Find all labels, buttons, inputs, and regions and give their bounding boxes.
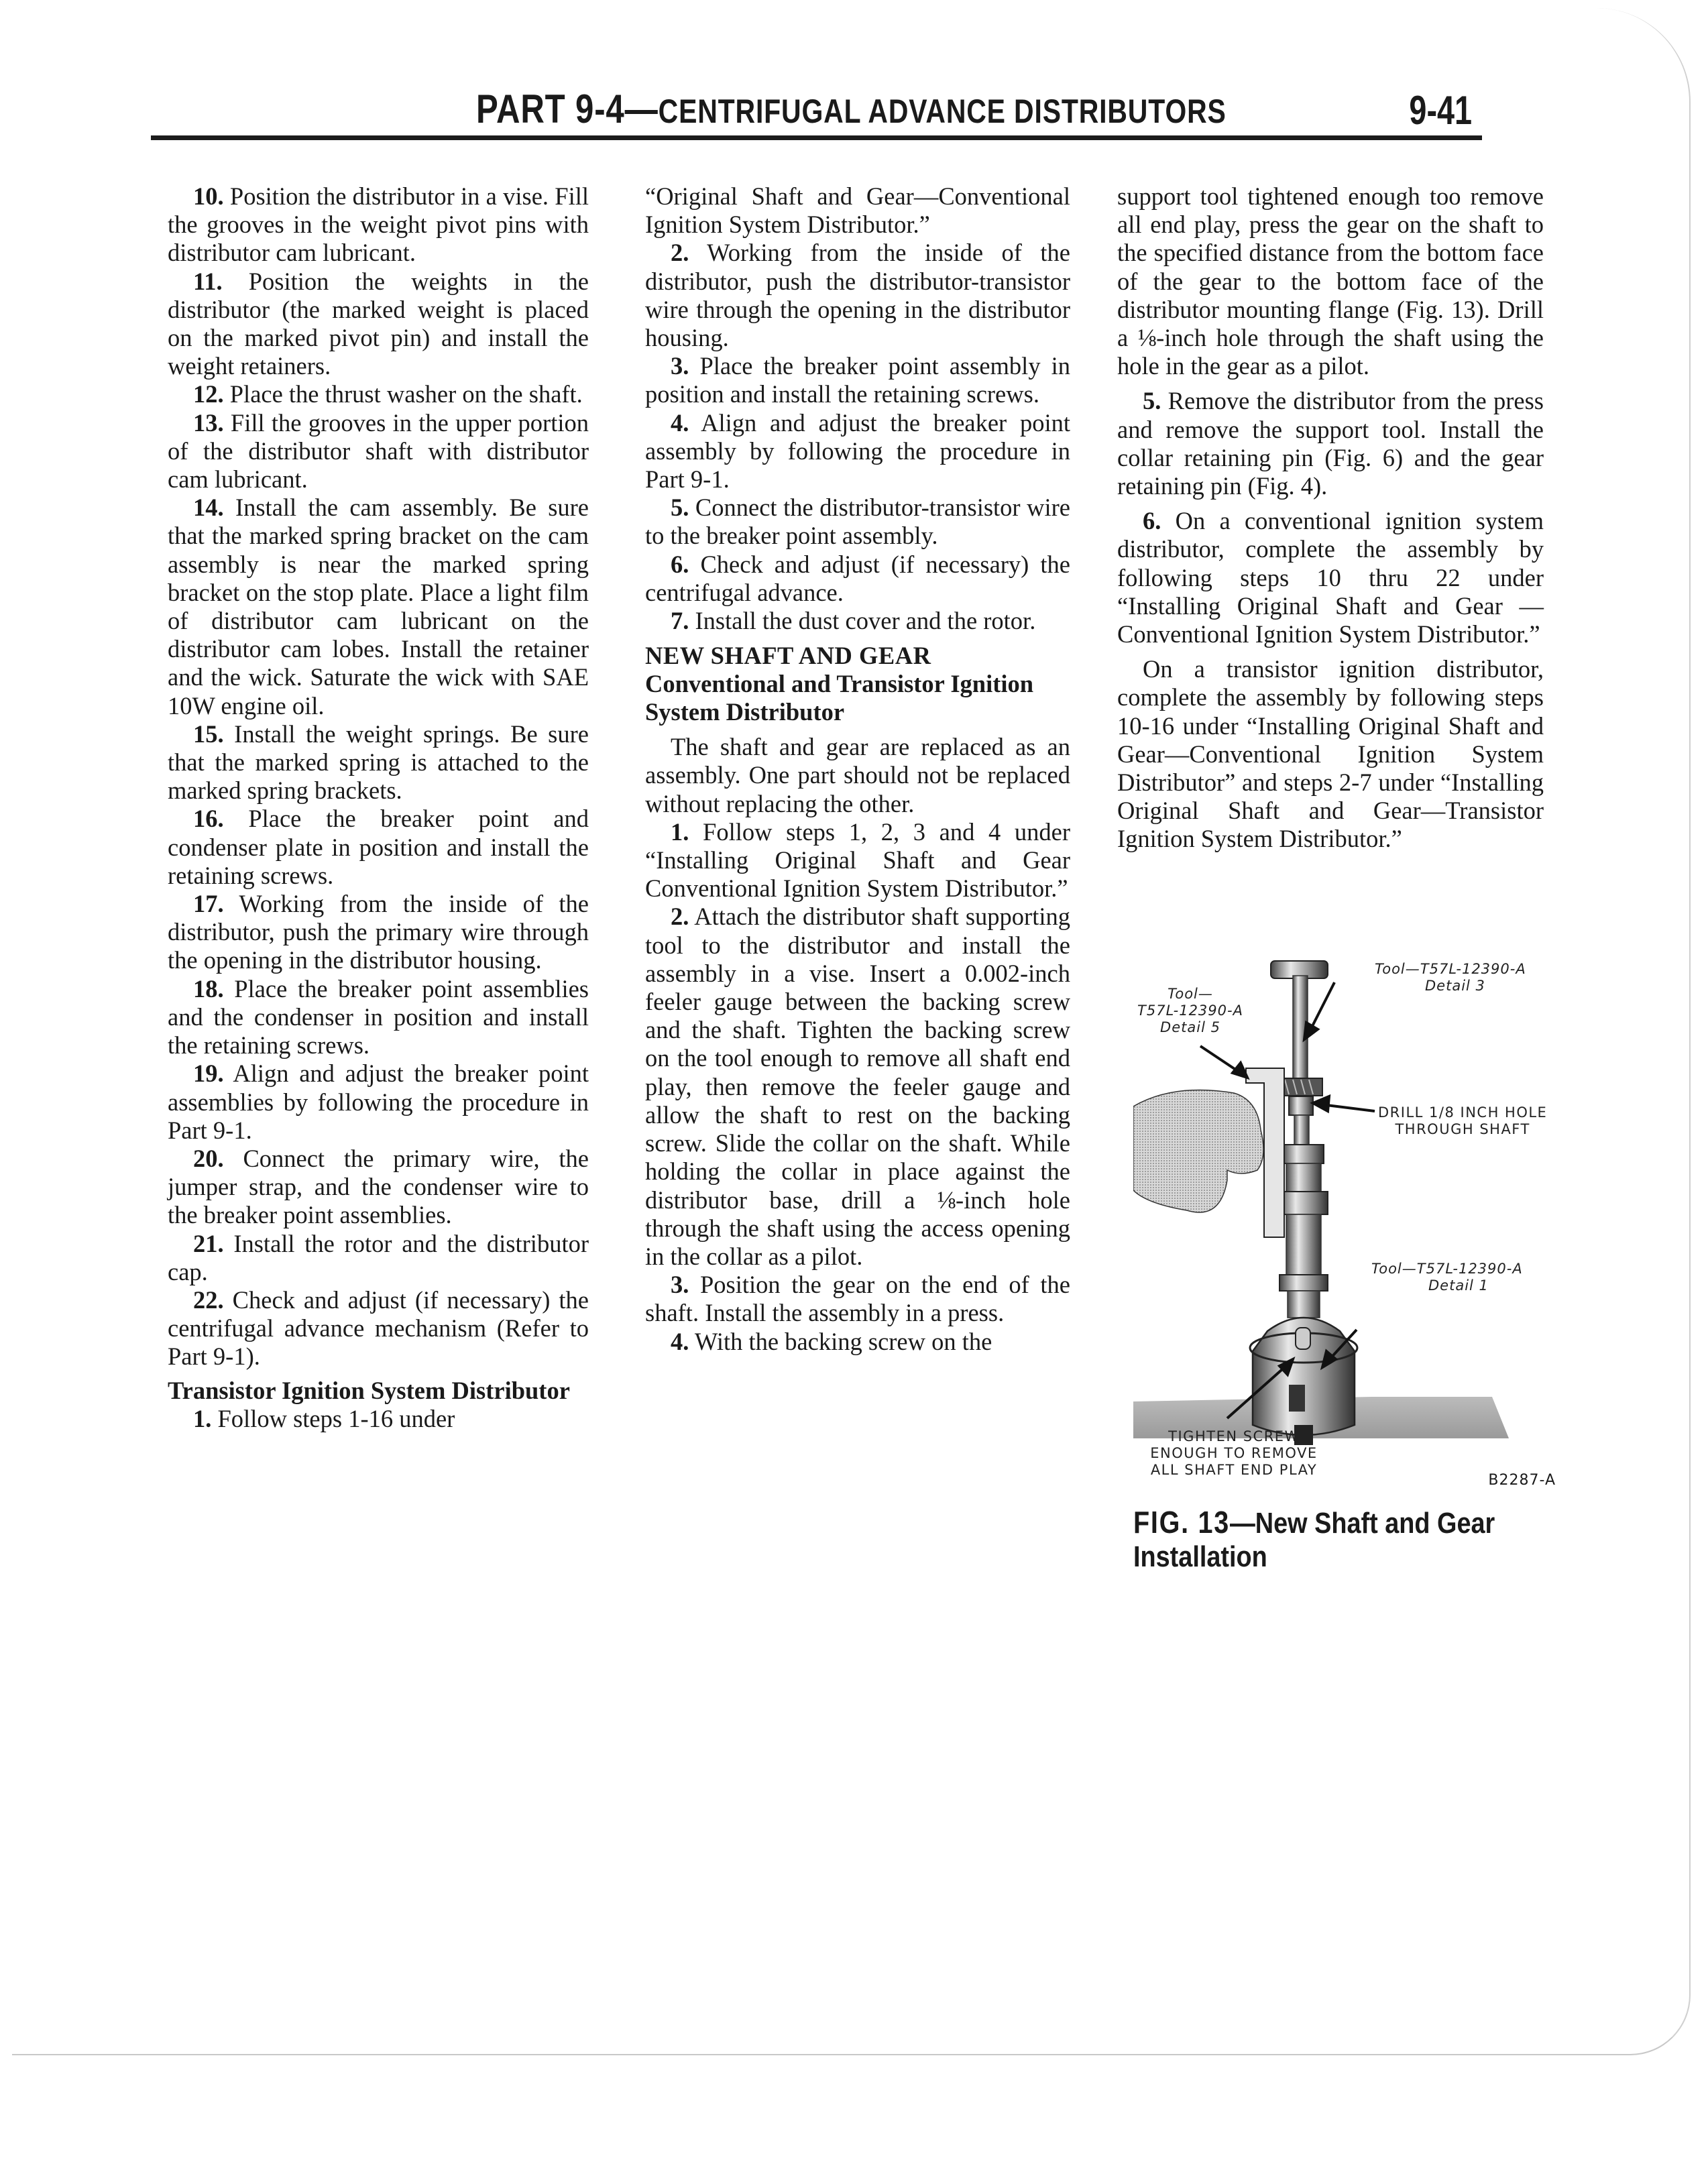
label-line: DRILL 1/8 INCH HOLE bbox=[1378, 1104, 1548, 1121]
label-drill-hole bbox=[1378, 1104, 1547, 1138]
step-text: Working from the inside of the distributor, push the distributor-transistor wire through the opening in the distributor housing. bbox=[645, 239, 1070, 352]
step-number: 3. bbox=[671, 1271, 689, 1299]
step-text: Working from the inside of the distributor, push the primary wire through the opening in the distributor housing. bbox=[168, 890, 589, 974]
label-line: Detail 5 bbox=[1160, 1019, 1220, 1035]
spacer bbox=[1117, 500, 1544, 507]
step-number: 15. bbox=[193, 720, 224, 748]
step-text: Position the gear on the end of the shaft. Install the assembly in a press. bbox=[645, 1271, 1070, 1327]
step-text: Connect the primary wire, the jumper strap, and the condenser wire to the breaker point assemblies. bbox=[168, 1144, 589, 1229]
page-header bbox=[151, 80, 1482, 144]
step-text: Check and adjust (if necessary) the centrifugal advance mechanism (Refer to Part 9-1). bbox=[168, 1285, 589, 1371]
transistor-step-5 bbox=[645, 494, 1070, 550]
step-number: 20. bbox=[193, 1144, 224, 1172]
transistor-step-4 bbox=[645, 409, 1070, 494]
heading-new-shaft-and-gear: NEW SHAFT AND GEAR bbox=[645, 642, 931, 670]
step-16 bbox=[168, 805, 589, 890]
label-line: Tool—T57L-12390-A bbox=[1375, 961, 1526, 977]
label-line: ENOUGH TO REMOVE bbox=[1150, 1445, 1318, 1461]
step-number: 16. bbox=[193, 805, 224, 833]
step-text: On a conventional ignition system distributor, complete the assembly by following steps 10 thru 22 under “Installing Original Shaft and Gear — Conventional Ignition System Distributor.” bbox=[1117, 507, 1544, 648]
step-text: Install the cam assembly. Be sure that the marked spring bracket on the cam assembly is near the marked spring bracket on the stop plate. Place a light film of distributor cam lubricant on the distributor cam lobes. Install the retainer and the wick. Saturate the wick with SAE 10W engine oil. bbox=[168, 494, 589, 720]
figure-number: FIG. 13 bbox=[1133, 1505, 1230, 1540]
step-number: 7. bbox=[671, 607, 689, 635]
step-text: Align and adjust the breaker point assemblies by following the procedure in Part 9-1. bbox=[168, 1060, 589, 1144]
step-number: 13. bbox=[193, 408, 224, 437]
label-tighten-screw bbox=[1133, 1428, 1334, 1479]
step-text: Follow steps 1-16 under bbox=[217, 1404, 455, 1432]
spacer bbox=[1117, 648, 1544, 655]
step-18 bbox=[168, 975, 589, 1060]
label-tool-detail-1 bbox=[1371, 1261, 1523, 1294]
step-text: Attach the distributor shaft supporting tool to the distributor and install the assembly in a vise. Insert a 0.002-inch feeler gauge between the backing screw and the shaft. Tighten the backing screw on the tool enough to remove all shaft end play, then remove the feeler gauge and allow the shaft to rest on the backing screw. Slide the collar on the shaft. While holding the collar in place against the distributor base, drill a ⅛-inch hole through the shaft using the access opening in the collar as a pilot. bbox=[645, 903, 1070, 1270]
step-text: Place the breaker point assembly in position and install the retaining screws. bbox=[645, 352, 1071, 408]
step-number: 3. bbox=[671, 352, 689, 380]
step-number: 6. bbox=[671, 550, 689, 578]
step-number: 4. bbox=[671, 408, 689, 437]
step-number: 10. bbox=[193, 182, 224, 210]
step-number: 1. bbox=[193, 1404, 212, 1432]
step-number: 21. bbox=[193, 1229, 224, 1257]
step-number: 4. bbox=[671, 1327, 689, 1355]
spacer bbox=[645, 726, 1070, 733]
step-21 bbox=[168, 1230, 589, 1286]
continued-text: support tool tightened enough too remove all end play, press the gear on the shaft to the specified distance from the bottom face of the gear to the bottom face of the distributor mounting flange (Fig. 13). Drill a ⅛-inch hole through the shaft using the hole in the gear as a pilot. bbox=[1117, 182, 1544, 380]
step-text: Position the weights in the distributor (the marked weight is placed on the marked pivot pin) and install the weight retainers. bbox=[168, 267, 589, 380]
label-line: T57L-12390-A bbox=[1137, 1003, 1243, 1019]
step-text: Position the distributor in a vise. Fill the grooves in the weight pivot pins with distributor cam lubricant. bbox=[168, 182, 589, 267]
distributor-tool-illustration bbox=[1133, 956, 1562, 1505]
step-22 bbox=[168, 1286, 589, 1371]
section-title: CENTRIFUGAL ADVANCE DISTRIBUTORS bbox=[658, 93, 1227, 130]
intro-paragraph: The shaft and gear are replaced as an assembly. One part should not be replaced without replacing the other. bbox=[645, 733, 1070, 817]
page-title bbox=[476, 86, 1227, 132]
step-number: 5. bbox=[1143, 387, 1161, 415]
transistor-step-3 bbox=[645, 352, 1070, 408]
figure-13 bbox=[1133, 956, 1562, 1505]
step-number: 22. bbox=[193, 1285, 224, 1314]
figure-code: B2287-A bbox=[1488, 1472, 1556, 1489]
column-right bbox=[1117, 182, 1544, 854]
subheading-transistor-ignition: Transistor Ignition System Distributor bbox=[168, 1376, 570, 1404]
step-text: Place the breaker point and condenser plate in position and install the retaining screws. bbox=[168, 805, 589, 889]
step-number: 18. bbox=[193, 974, 224, 1003]
step-17 bbox=[168, 890, 589, 975]
column-left bbox=[168, 182, 589, 1433]
label-line: Detail 3 bbox=[1425, 978, 1485, 994]
step-number: 6. bbox=[1143, 507, 1161, 535]
continued-text: “Original Shaft and Gear—Conventional Ignition System Distributor.” bbox=[645, 182, 1070, 239]
transistor-step-1 bbox=[168, 1405, 589, 1433]
new-step-4 bbox=[645, 1328, 1070, 1356]
step-text: Install the dust cover and the rotor. bbox=[695, 607, 1036, 635]
step-text: Install the weight springs. Be sure that the marked spring is attached to the marked spring brackets. bbox=[168, 720, 589, 805]
step-text: Place the breaker point assemblies and the condenser in position and install the retaining screws. bbox=[168, 974, 589, 1060]
step-text: Follow steps 1, 2, 3 and 4 under “Installing Original Shaft and Gear Conventional Ignition System Distributor.” bbox=[645, 817, 1070, 903]
transistor-step-7 bbox=[645, 607, 1070, 635]
label-line: THROUGH SHAFT bbox=[1395, 1121, 1530, 1137]
step-number: 1. bbox=[671, 817, 689, 846]
step-text: Connect the distributor-transistor wire to the breaker point assembly. bbox=[645, 494, 1070, 550]
transistor-step-6 bbox=[645, 551, 1070, 607]
label-line: Tool—T57L-12390-A bbox=[1371, 1261, 1523, 1277]
step-number: 17. bbox=[193, 890, 224, 918]
step-number: 19. bbox=[193, 1060, 224, 1088]
step-number: 12. bbox=[193, 380, 224, 408]
label-line: TIGHTEN SCREW bbox=[1168, 1428, 1300, 1444]
step-text: Install the rotor and the distributor cap. bbox=[168, 1229, 589, 1285]
part-number: PART 9-4 bbox=[476, 87, 625, 131]
label-line: ALL SHAFT END PLAY bbox=[1150, 1462, 1318, 1478]
new-step-5 bbox=[1117, 387, 1544, 500]
new-step-1 bbox=[645, 818, 1070, 903]
spacer bbox=[1117, 380, 1544, 387]
step-number: 2. bbox=[671, 903, 689, 931]
label-line: Detail 1 bbox=[1428, 1277, 1489, 1294]
step-number: 5. bbox=[671, 494, 689, 522]
step-10 bbox=[168, 182, 589, 268]
column-middle bbox=[645, 182, 1070, 1356]
step-14 bbox=[168, 494, 589, 720]
step-text: With the backing screw on the bbox=[694, 1327, 992, 1355]
title-dash: — bbox=[624, 87, 659, 131]
new-step-3 bbox=[645, 1271, 1070, 1327]
new-step-2 bbox=[645, 903, 1070, 1271]
step-12 bbox=[168, 380, 589, 408]
label-tool-detail-5 bbox=[1133, 986, 1247, 1036]
label-line: Tool— bbox=[1168, 986, 1213, 1002]
step-number: 11. bbox=[193, 267, 223, 295]
transistor-completion-paragraph: On a transistor ignition distributor, complete the assembly by following steps 10-16 under “Installing Original Shaft and Gear—Conventional Ignition System Distributor” and steps 2-7 under “Installing Original Shaft and Gear—Transistor Ignition System Distributor.” bbox=[1117, 655, 1544, 853]
step-text: Remove the distributor from the press and remove the support tool. Install the collar retaining pin (Fig. 6) and the gear retaining pin (Fig. 4). bbox=[1117, 387, 1544, 500]
subheading-conventional-transistor: Conventional and Transistor Ignition System Distributor bbox=[645, 670, 1034, 726]
page-number: 9-41 bbox=[1409, 88, 1472, 133]
step-number: 2. bbox=[671, 239, 689, 267]
new-step-6 bbox=[1117, 507, 1544, 648]
step-15 bbox=[168, 720, 589, 805]
figure-caption-text: —New Shaft and Gear Installation bbox=[1133, 1507, 1495, 1573]
step-19 bbox=[168, 1060, 589, 1145]
step-number: 14. bbox=[193, 494, 224, 522]
step-text: Place the thrust washer on the shaft. bbox=[229, 380, 583, 408]
step-text: Fill the grooves in the upper portion of the distributor shaft with distributor cam lubricant. bbox=[168, 408, 589, 494]
figure-caption bbox=[1133, 1505, 1502, 1574]
step-13 bbox=[168, 409, 589, 494]
step-text: Check and adjust (if necessary) the centrifugal advance. bbox=[645, 550, 1070, 606]
header-rule bbox=[151, 135, 1482, 140]
step-11 bbox=[168, 268, 589, 381]
label-tool-detail-3 bbox=[1375, 961, 1526, 994]
step-20 bbox=[168, 1145, 589, 1230]
step-text: Align and adjust the breaker point assembly by following the procedure in Part 9-1. bbox=[645, 408, 1070, 494]
transistor-step-2 bbox=[645, 239, 1070, 352]
